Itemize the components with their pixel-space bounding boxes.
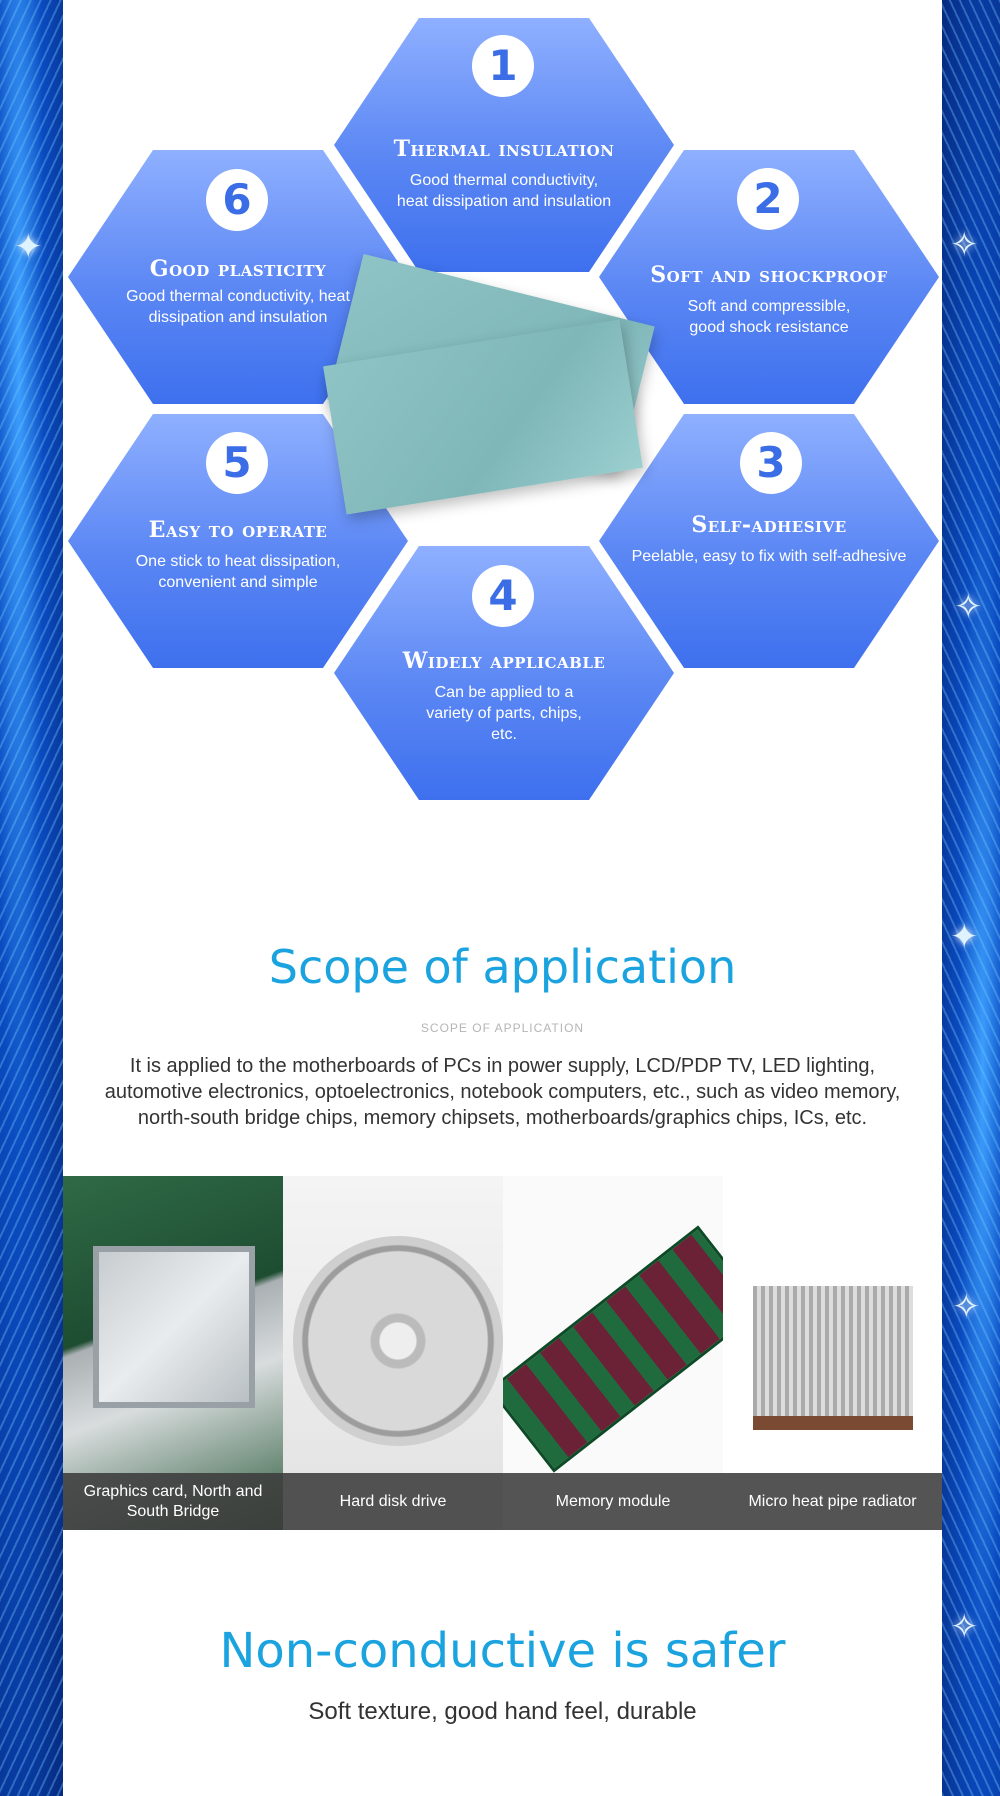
hard-disk-photo [293,1236,503,1446]
sparkle-icon: ✧ [954,588,983,626]
safety-title: Non-conductive is safer [219,1623,786,1679]
application-caption: Micro heat pipe radiator [723,1473,942,1530]
content-panel [63,0,942,1796]
right-decorative-border [942,0,1000,1796]
left-decorative-border [0,0,63,1796]
feature-text-4 [334,648,674,745]
feature-number-badge: 2 [737,168,799,230]
feature-text-3 [599,512,939,567]
sparkle-icon: ✦ [950,918,979,956]
feature-number-badge: 6 [206,169,268,231]
feature-title: Self-adhesive [691,512,847,538]
feature-description: Good thermal conductivity, heat dissipation and insulation [396,172,612,210]
application-card-hdd [283,1176,503,1530]
application-card-memory [503,1176,723,1530]
sparkle-icon: ✧ [950,226,979,264]
feature-number-badge: 5 [206,432,268,494]
feature-description: Peelable, easy to fix with self-adhesive [631,548,907,565]
feature-text-1 [334,136,674,212]
sparkle-icon: ✧ [952,1288,981,1326]
sparkle-icon: ✧ [950,1608,979,1646]
memory-module-photo [503,1225,723,1472]
feature-title: Soft and shockproof [650,262,888,288]
heat-pipe-radiator-photo [753,1286,913,1430]
feature-number-badge: 3 [740,432,802,494]
scope-subtitle: SCOPE OF APPLICATION [420,1021,585,1035]
feature-number-badge: 4 [472,565,534,627]
feature-title: Good plasticity [149,256,327,282]
application-card-graphics [63,1176,283,1530]
scope-description: It is applied to the motherboards of PCs in power supply, LCD/PDP TV, LED lighting, automotive electronics, optoelectronics, notebook computers, etc., such as video memory, north-south bridge chips, memory chipsets, motherboards/graphics chips, ICs, etc. [104,1055,901,1129]
application-caption: Memory module [503,1473,723,1530]
feature-description: One stick to heat dissipation, convenient and simple [135,553,341,591]
sparkle-icon: ✦ [14,228,43,266]
feature-number-badge: 1 [472,35,534,97]
feature-title: Widely applicable [402,648,606,674]
application-caption: Graphics card, North and South Bridge [63,1473,283,1530]
safety-subtitle: Soft texture, good hand feel, durable [308,1698,697,1725]
scope-title: Scope of application [268,940,737,994]
application-caption: Hard disk drive [283,1473,503,1530]
feature-text-5 [68,517,408,593]
feature-title: Easy to operate [148,517,328,543]
feature-description: Soft and compressible, good shock resistance [687,298,851,336]
feature-description: Can be applied to a variety of parts, chips, etc. [426,684,582,743]
feature-title: Thermal insulation [393,136,615,162]
application-card-radiator [723,1176,942,1530]
feature-description: Good thermal conductivity, heat dissipation and insulation [126,288,350,326]
motherboard-cpu-photo [93,1246,255,1408]
